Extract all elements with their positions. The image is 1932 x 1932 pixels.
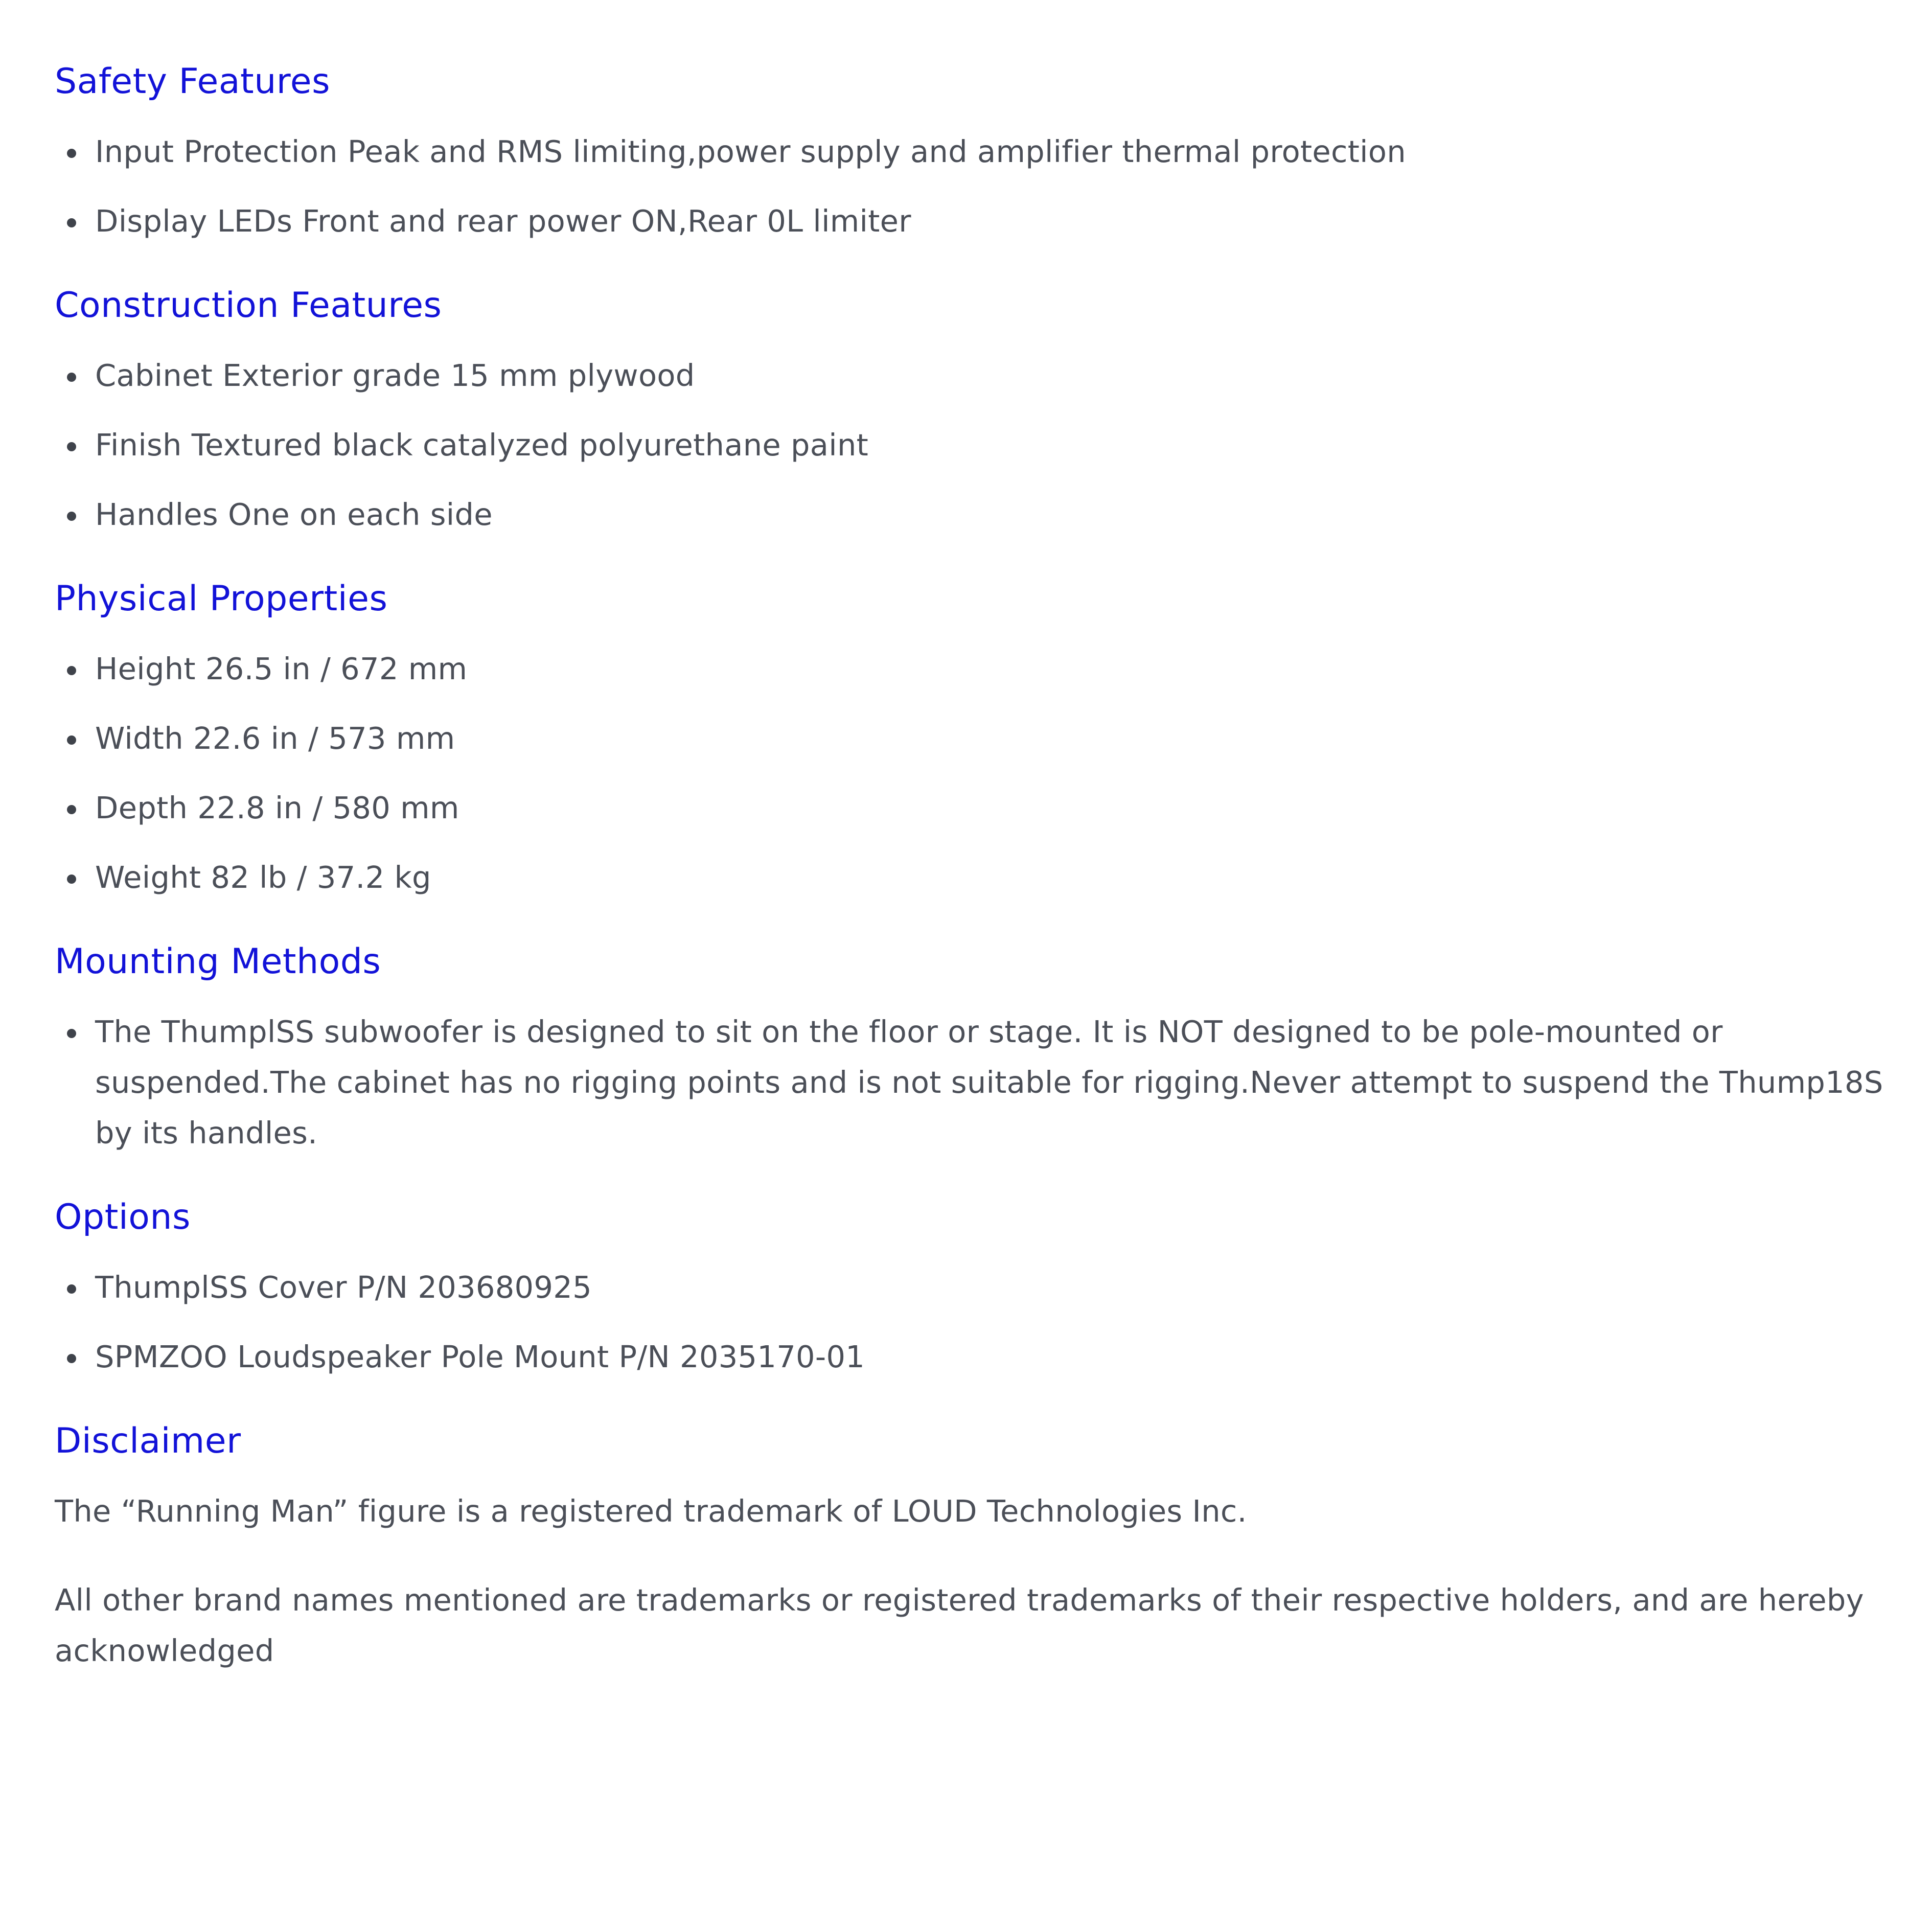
section-title-construction-features: Construction Features xyxy=(55,285,442,326)
list-item: ThumplSS Cover P/N 203680925 xyxy=(55,1262,1907,1313)
section-title-disclaimer: Disclaimer xyxy=(55,1421,241,1461)
mounting-methods-list xyxy=(55,1006,1907,1158)
list-item: Input Protection Peak and RMS limiting,power supply and amplifier thermal protection xyxy=(55,126,1907,177)
list-item: Cabinet Exterior grade 15 mm plywood xyxy=(55,350,1907,401)
disclaimer-paragraph: All other brand names mentioned are trademarks or registered trademarks of their respective holders, and are hereby acknowledged xyxy=(55,1582,1864,1668)
options-list xyxy=(55,1262,1907,1382)
list-item: Display LEDs Front and rear power ON,Rear 0L limiter xyxy=(55,196,1907,246)
section-title-safety-features: Safety Features xyxy=(55,61,331,102)
safety-features-list xyxy=(55,126,1907,246)
list-item: Depth 22.8 in / 580 mm xyxy=(55,783,1907,833)
section-title-mounting-methods: Mounting Methods xyxy=(55,941,381,982)
list-item: Height 26.5 in / 672 mm xyxy=(55,643,1907,694)
list-item: Finish Textured black catalyzed polyurethane paint xyxy=(55,420,1907,470)
physical-properties-list xyxy=(55,643,1907,903)
list-item: Handles One on each side xyxy=(55,489,1907,540)
list-item: Width 22.6 in / 573 mm xyxy=(55,713,1907,764)
disclaimer-paragraph: The “Running Man” figure is a registered trademark of LOUD Technologies Inc. xyxy=(55,1493,1247,1529)
list-item: The ThumplSS subwoofer is designed to sit on the floor or stage. It is NOT designed to be pole-mounted or suspended.The cabinet has no rigging points and is not suitable for rigging.Never attempt to suspend the Thump18S by its handles. xyxy=(55,1006,1907,1158)
list-item: Weight 82 lb / 37.2 kg xyxy=(55,852,1907,903)
construction-features-list xyxy=(55,350,1907,540)
section-title-physical-properties: Physical Properties xyxy=(55,579,388,619)
section-title-options: Options xyxy=(55,1197,191,1237)
list-item: SPMZOO Loudspeaker Pole Mount P/N 2035170-01 xyxy=(55,1331,1907,1382)
